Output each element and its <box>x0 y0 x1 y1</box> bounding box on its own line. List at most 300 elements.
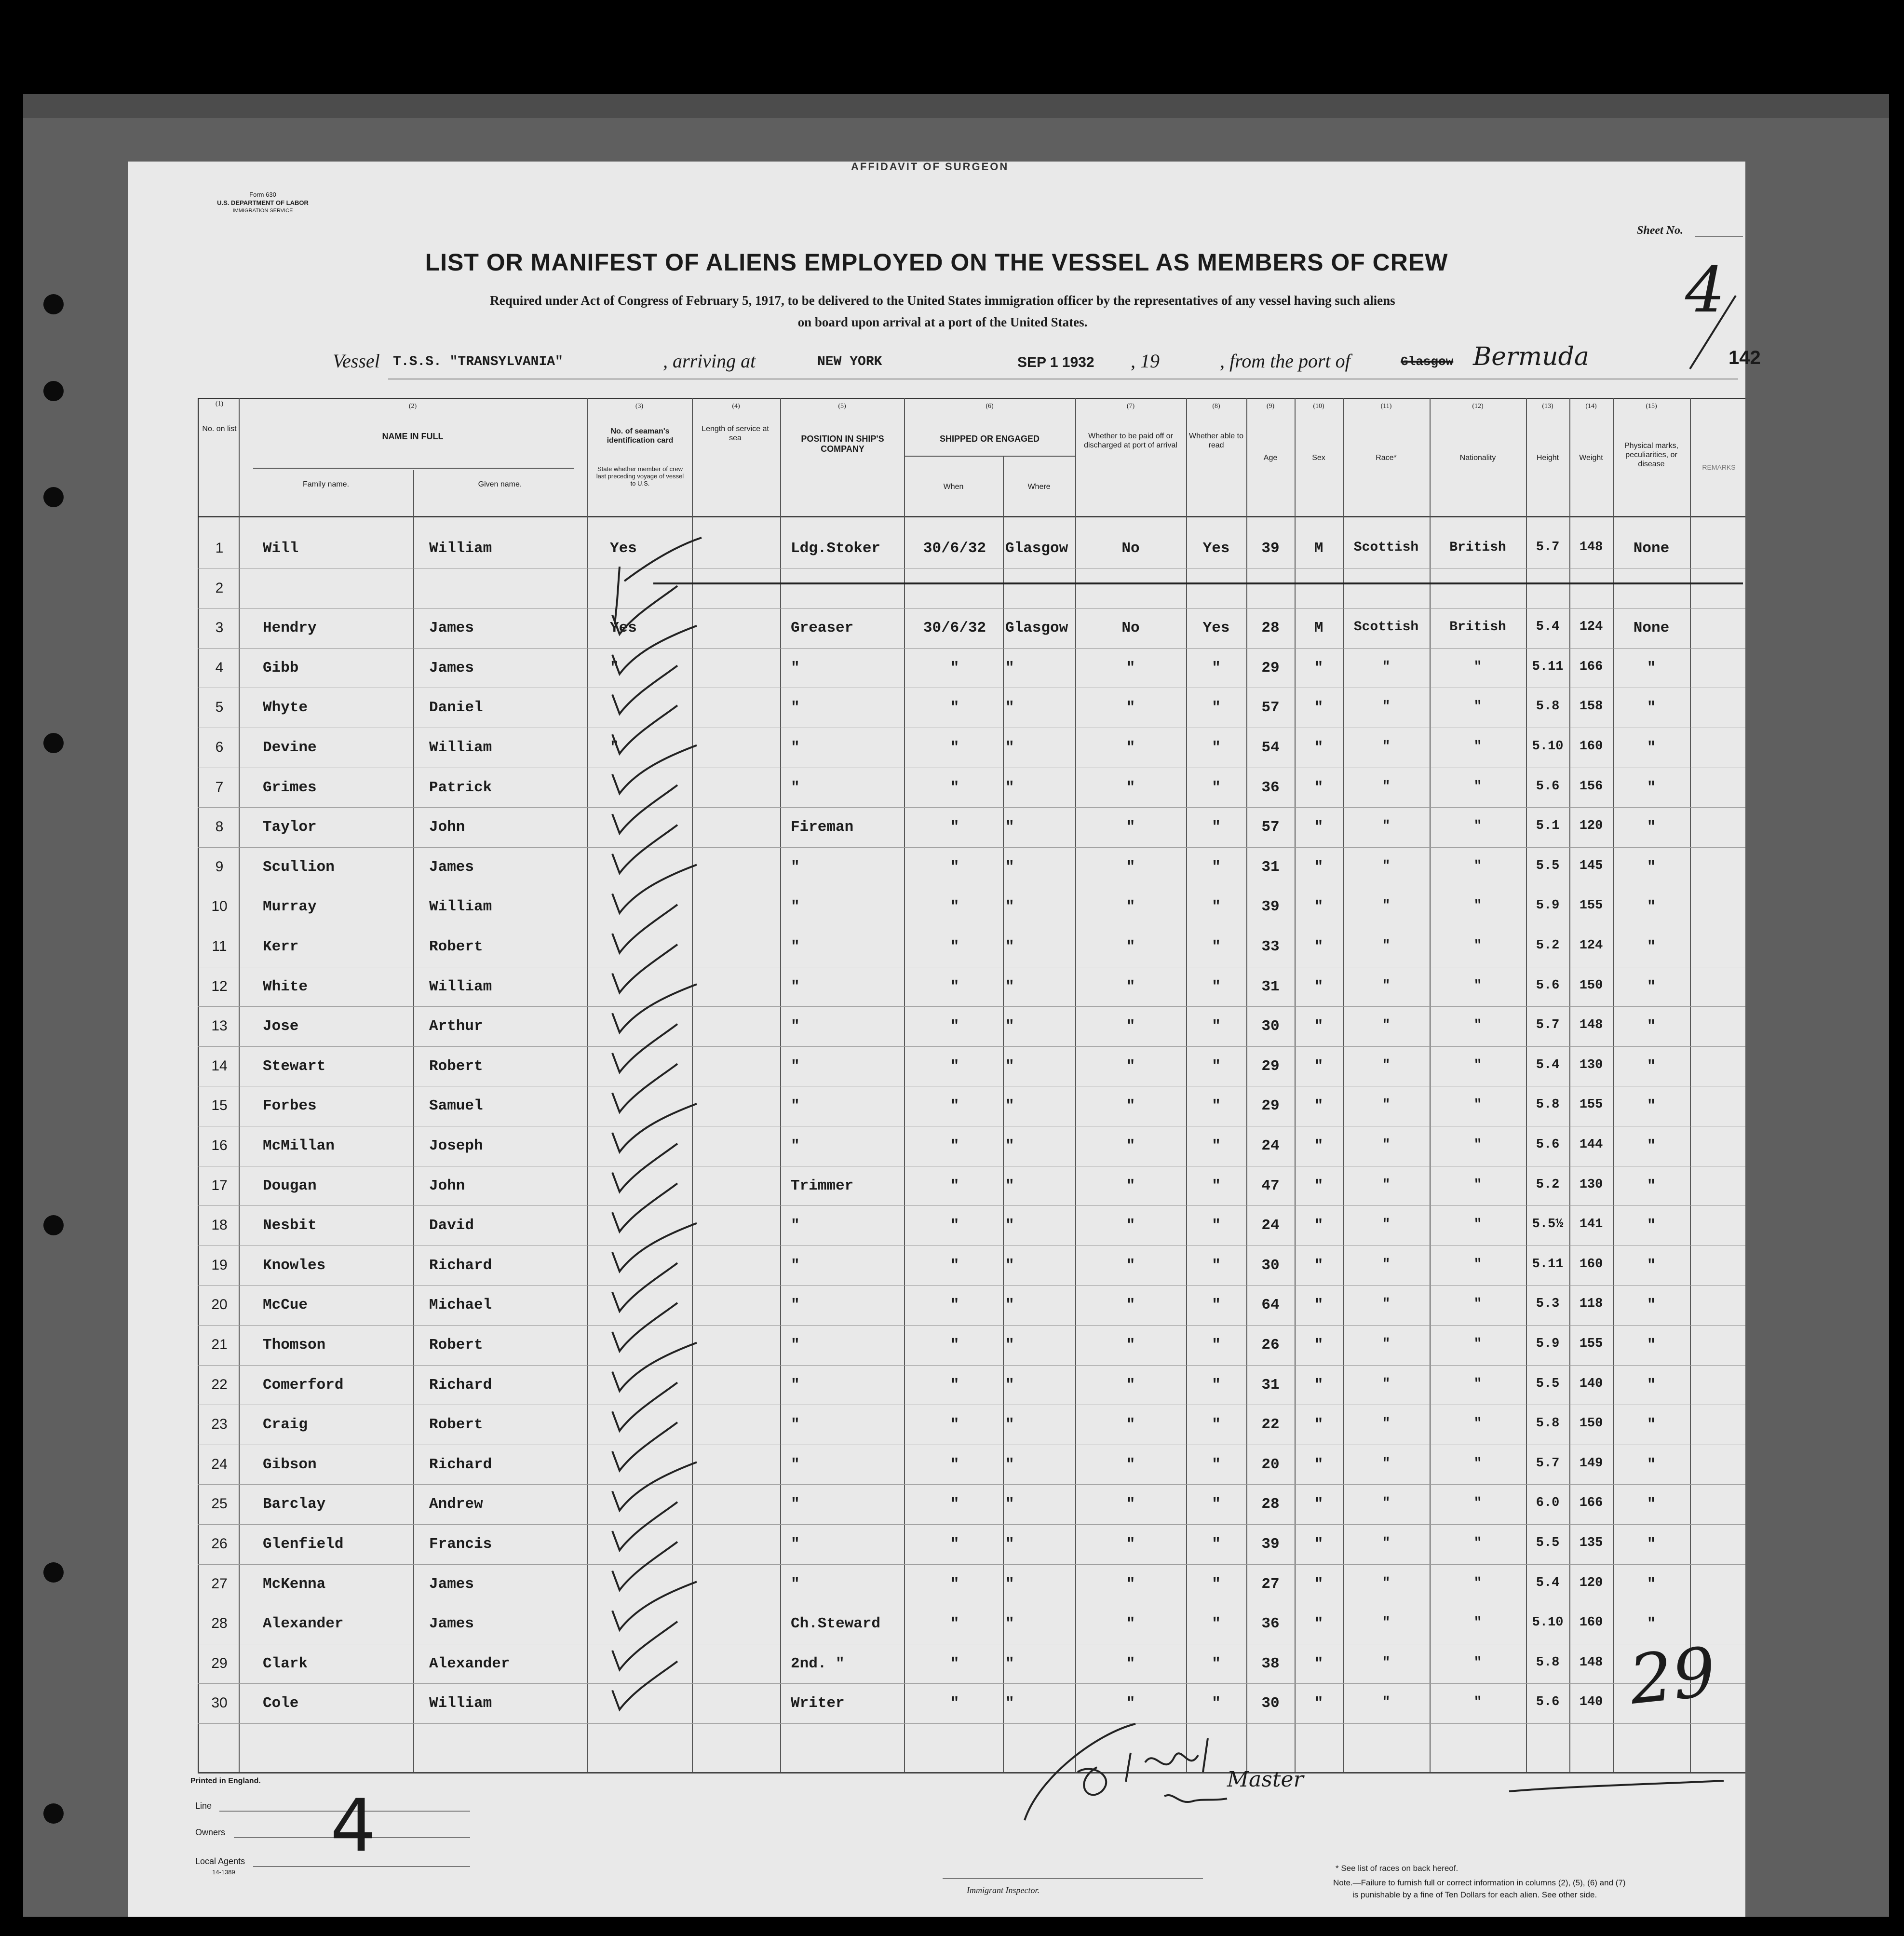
cell-position: " <box>791 978 800 995</box>
cell-sex: " <box>1314 978 1323 995</box>
cell-position: " <box>791 1416 800 1434</box>
cell-age: 20 <box>1261 1456 1280 1473</box>
cell-paid: " <box>1126 1177 1135 1194</box>
cell-race: " <box>1382 1217 1391 1232</box>
cell-nat: " <box>1473 1337 1482 1352</box>
cell-weight: 130 <box>1579 1177 1603 1192</box>
cell-given: Robert <box>429 938 483 955</box>
cell-paid: " <box>1126 1456 1135 1473</box>
cell-nat: " <box>1473 1496 1482 1511</box>
table-row <box>128 1646 1745 1685</box>
race-note: * See list of races on back hereof. <box>1336 1864 1458 1873</box>
cell-race: " <box>1382 779 1391 794</box>
cell-height: 5.9 <box>1536 1337 1560 1351</box>
cell-given: William <box>429 898 492 916</box>
cell-race: " <box>1382 739 1391 754</box>
checkmark <box>612 1303 677 1351</box>
cell-given: Alexander <box>429 1655 510 1672</box>
cell-where: " <box>1005 1297 1014 1314</box>
table-row <box>128 809 1745 849</box>
cell-age: 38 <box>1261 1655 1280 1672</box>
cell-sex: " <box>1314 1337 1323 1354</box>
checkmark <box>612 785 677 833</box>
cell-sex: " <box>1314 1615 1323 1633</box>
checkmark <box>612 825 677 873</box>
cell-position: " <box>791 938 800 955</box>
column-number: (8) <box>1212 403 1220 410</box>
table-row <box>128 1287 1745 1327</box>
agents-label: Local Agents <box>195 1856 245 1866</box>
cell-sex: " <box>1314 1536 1323 1553</box>
cell-where: " <box>1005 1575 1014 1593</box>
table-row <box>128 530 1745 570</box>
cell-position: " <box>791 898 800 916</box>
header-remarks: REMARKS <box>1702 463 1736 471</box>
cell-given: Andrew <box>429 1496 483 1513</box>
cell-position: " <box>791 1257 800 1274</box>
cell-marks: " <box>1647 1137 1656 1154</box>
cell-no: 3 <box>215 620 224 636</box>
cell-weight: 145 <box>1579 858 1603 873</box>
cell-paid: " <box>1126 1575 1135 1593</box>
cell-weight: 140 <box>1579 1376 1603 1391</box>
cell-race: " <box>1382 1536 1391 1551</box>
column-number: (9) <box>1266 403 1275 410</box>
cell-weight: 135 <box>1579 1536 1603 1550</box>
table-row <box>128 1486 1745 1526</box>
cell-age: 29 <box>1261 1097 1280 1115</box>
cell-position: " <box>791 1297 800 1314</box>
cell-nat: " <box>1473 1615 1482 1631</box>
cell-when: 30/6/32 <box>923 540 986 557</box>
cell-position: " <box>791 1057 800 1075</box>
header-able-read: Whether able to read <box>1189 432 1243 449</box>
cell-marks: " <box>1647 1217 1656 1234</box>
cell-sex: " <box>1314 699 1323 717</box>
cell-where: " <box>1005 978 1014 995</box>
cell-where: " <box>1005 1496 1014 1513</box>
cell-nat: " <box>1473 898 1482 914</box>
subtitle-line-1: Required under Act of Congress of February 5, 1917, to be delivered to the United States immigration officer by the representatives of any vessel having such aliens <box>490 293 1395 308</box>
cell-height: 5.8 <box>1536 1097 1560 1112</box>
cell-weight: 150 <box>1579 978 1603 993</box>
cell-weight: 120 <box>1579 819 1603 834</box>
cell-nat: " <box>1473 779 1482 794</box>
cell-weight: 130 <box>1579 1057 1603 1072</box>
cell-family: Knowles <box>263 1257 326 1274</box>
header-name-in-full: NAME IN FULL <box>382 432 444 441</box>
cell-weight: 124 <box>1579 620 1603 635</box>
cell-when: " <box>950 1416 959 1434</box>
column-number: (4) <box>732 403 740 410</box>
checkmark <box>612 586 677 634</box>
cell-race: " <box>1382 1137 1391 1152</box>
cell-family: Stewart <box>263 1057 326 1075</box>
cell-where: " <box>1005 1257 1014 1274</box>
table-row <box>128 1128 1745 1167</box>
cell-family: Gibb <box>263 659 299 677</box>
cell-read: " <box>1212 1018 1221 1035</box>
cell-sex: " <box>1314 938 1323 955</box>
cell-height: 5.10 <box>1532 739 1564 754</box>
cell-read: " <box>1212 1376 1221 1394</box>
cell-position: Greaser <box>791 620 854 637</box>
cell-nat: " <box>1473 858 1482 874</box>
cell-nat: " <box>1473 1297 1482 1312</box>
checkmark <box>612 1502 677 1550</box>
cell-height: 5.7 <box>1536 1456 1560 1471</box>
cell-marks: " <box>1647 858 1656 876</box>
cell-sex: " <box>1314 1655 1323 1672</box>
cell-marks: None <box>1633 540 1670 557</box>
cell-read: " <box>1212 1057 1221 1075</box>
checkmark <box>612 945 677 993</box>
cell-where: " <box>1005 858 1014 876</box>
cell-age: 29 <box>1261 659 1280 677</box>
cell-weight: 156 <box>1579 779 1603 794</box>
header-physical: Physical marks, peculiarities, or disease <box>1624 442 1679 468</box>
cell-race: " <box>1382 1097 1391 1113</box>
cell-card: " <box>610 739 619 756</box>
cell-race: " <box>1382 699 1391 715</box>
cell-where: " <box>1005 739 1014 756</box>
vessel-label: Vessel <box>333 350 380 372</box>
cell-no: 29 <box>211 1655 228 1671</box>
cell-height: 5.7 <box>1536 540 1560 555</box>
cell-height: 5.5½ <box>1532 1217 1564 1232</box>
cell-read: " <box>1212 858 1221 876</box>
cell-where: " <box>1005 1695 1014 1712</box>
cell-family: Gibson <box>263 1456 317 1473</box>
cell-where: " <box>1005 1376 1014 1394</box>
cell-family: Alexander <box>263 1615 344 1633</box>
cell-height: 5.6 <box>1536 1695 1560 1710</box>
header-shipped: SHIPPED OR ENGAGED <box>939 434 1040 444</box>
cell-nat: " <box>1473 978 1482 993</box>
penalty-note-line-2: is punishable by a fine of Ten Dollars for each alien. See other side. <box>1352 1890 1597 1899</box>
printed-in: Printed in England. <box>190 1777 261 1785</box>
cell-sex: " <box>1314 1257 1323 1274</box>
cell-where: " <box>1005 659 1014 677</box>
header-length-service: Length of service at sea <box>702 425 769 442</box>
row-rule <box>198 847 1745 848</box>
cell-no: 15 <box>211 1097 228 1114</box>
page-number: 142 <box>1728 347 1761 368</box>
cell-paid: " <box>1126 898 1135 916</box>
header-sex: Sex <box>1312 454 1325 462</box>
row-rule <box>198 807 1745 808</box>
cell-weight: 155 <box>1579 1097 1603 1112</box>
cell-given: William <box>429 739 492 756</box>
cell-position: " <box>791 739 800 756</box>
vessel-name: T.S.S. "TRANSYLVANIA" <box>393 354 563 369</box>
cell-height: 5.6 <box>1536 978 1560 993</box>
cell-no: 17 <box>211 1177 228 1193</box>
cell-race: " <box>1382 1337 1391 1352</box>
cell-family: White <box>263 978 308 995</box>
cell-where: " <box>1005 1097 1014 1115</box>
cell-weight: 160 <box>1579 1257 1603 1272</box>
cell-paid: " <box>1126 659 1135 677</box>
cell-height: 5.10 <box>1532 1615 1564 1630</box>
cell-where: " <box>1005 1057 1014 1075</box>
row-rule <box>198 1285 1745 1286</box>
cell-marks: " <box>1647 938 1656 955</box>
table-row <box>128 1367 1745 1407</box>
cell-when: " <box>950 858 959 876</box>
cell-height: 5.4 <box>1536 620 1560 635</box>
cell-height: 5.2 <box>1536 938 1560 953</box>
signature-title: Master <box>1227 1767 1304 1792</box>
cell-height: 5.8 <box>1536 699 1560 714</box>
cell-read: " <box>1212 1615 1221 1633</box>
table-row <box>128 1447 1745 1486</box>
cell-family: Murray <box>263 898 317 916</box>
row-rule <box>198 1325 1745 1326</box>
cell-paid: " <box>1126 1097 1135 1115</box>
cell-paid: " <box>1126 739 1135 756</box>
cell-given: Richard <box>429 1257 492 1274</box>
cell-no: 8 <box>215 819 224 835</box>
cell-position: Ldg.Stoker <box>791 540 881 557</box>
cell-family: Jose <box>263 1018 299 1035</box>
date-stamp: SEP 1 1932 <box>1017 354 1094 370</box>
cell-sex: " <box>1314 1297 1323 1314</box>
cell-sex: " <box>1314 659 1323 677</box>
cell-read: " <box>1212 1655 1221 1672</box>
cell-marks: " <box>1647 1297 1656 1314</box>
cell-nat: " <box>1473 1695 1482 1710</box>
cell-position: Ch.Steward <box>791 1615 881 1633</box>
header-bottom-border <box>198 516 1745 517</box>
checkmark <box>612 1462 697 1510</box>
cell-weight: 148 <box>1579 540 1603 555</box>
cell-where: " <box>1005 1177 1014 1194</box>
cell-when: " <box>950 1257 959 1274</box>
cell-no: 10 <box>211 898 228 915</box>
column-number: (5) <box>838 403 846 410</box>
cell-race: " <box>1382 938 1391 953</box>
agents-code: 14-1389 <box>212 1868 235 1876</box>
cell-marks: " <box>1647 1536 1656 1553</box>
table-row <box>128 929 1745 968</box>
table-row <box>128 889 1745 928</box>
table-row <box>128 1526 1745 1566</box>
department-name: U.S. DEPARTMENT OF LABOR <box>217 199 309 206</box>
cell-where: " <box>1005 699 1014 717</box>
cell-paid: " <box>1126 938 1135 955</box>
cell-family: Nesbit <box>263 1217 317 1234</box>
cell-given: John <box>429 819 465 836</box>
cell-no: 1 <box>215 540 224 556</box>
binder-hole <box>43 294 64 314</box>
cell-where: " <box>1005 819 1014 836</box>
cell-position: 2nd. " <box>791 1655 845 1672</box>
cell-paid: " <box>1126 699 1135 717</box>
checkmark <box>612 745 697 794</box>
cell-nat: " <box>1473 1257 1482 1272</box>
cell-age: 39 <box>1261 540 1280 557</box>
cell-read: " <box>1212 1456 1221 1473</box>
cell-age: 24 <box>1261 1217 1280 1234</box>
cell-where: " <box>1005 1655 1014 1672</box>
row-rule <box>198 1205 1745 1206</box>
cell-sex: " <box>1314 1496 1323 1513</box>
cell-given: James <box>429 620 474 637</box>
cell-when: " <box>950 779 959 796</box>
cell-where: " <box>1005 1536 1014 1553</box>
cell-race: " <box>1382 1057 1391 1073</box>
cell-where: " <box>1005 1337 1014 1354</box>
cell-race: " <box>1382 1575 1391 1591</box>
cell-when: " <box>950 659 959 677</box>
cell-nat: " <box>1473 739 1482 754</box>
cell-family: Clark <box>263 1655 308 1672</box>
cell-age: 36 <box>1261 1615 1280 1633</box>
cell-age: 57 <box>1261 699 1280 717</box>
checkmark <box>612 626 697 674</box>
cell-marks: " <box>1647 1097 1656 1115</box>
cell-where: " <box>1005 779 1014 796</box>
cell-nat: " <box>1473 1536 1482 1551</box>
cell-given: Arthur <box>429 1018 483 1035</box>
column-number: (11) <box>1380 403 1392 410</box>
cell-paid: " <box>1126 1615 1135 1633</box>
arriving-label: , arriving at <box>663 350 756 372</box>
cell-race: " <box>1382 1177 1391 1192</box>
cell-no: 6 <box>215 739 224 755</box>
cell-race: " <box>1382 858 1391 874</box>
checkmark <box>612 905 677 953</box>
cell-no: 7 <box>215 779 224 795</box>
cell-paid: " <box>1126 1655 1135 1672</box>
table-row <box>128 650 1745 690</box>
cell-when: " <box>950 1297 959 1314</box>
cell-given: William <box>429 540 492 557</box>
sheet-label: Sheet No. <box>1637 224 1683 237</box>
cell-family: Cole <box>263 1695 299 1712</box>
cell-position: " <box>791 1376 800 1394</box>
cell-sex: " <box>1314 1177 1323 1194</box>
inspector-label: Immigrant Inspector. <box>967 1885 1040 1895</box>
cell-when: " <box>950 898 959 916</box>
row-rule <box>198 1365 1745 1366</box>
table-row <box>128 610 1745 650</box>
cell-card: " <box>610 659 619 677</box>
cell-sex: M <box>1314 620 1323 637</box>
row-rule <box>198 1484 1745 1485</box>
cell-weight: 155 <box>1579 898 1603 913</box>
cell-where: " <box>1005 1018 1014 1035</box>
cell-when: " <box>950 1695 959 1712</box>
cell-paid: " <box>1126 1297 1135 1314</box>
column-number: (12) <box>1472 403 1484 410</box>
cell-read: " <box>1212 978 1221 995</box>
cell-height: 5.11 <box>1532 659 1564 674</box>
table-row <box>128 1088 1745 1127</box>
cell-family: Will <box>263 540 299 557</box>
cell-age: 30 <box>1261 1257 1280 1274</box>
row-rule <box>198 1723 1745 1724</box>
header-id-card: No. of seaman's identification card <box>607 427 674 445</box>
cell-marks: " <box>1647 1018 1656 1035</box>
row-rule <box>198 608 1745 609</box>
cell-nat: " <box>1473 819 1482 834</box>
cell-family: Grimes <box>263 779 317 796</box>
cell-when: " <box>950 1337 959 1354</box>
cell-sex: " <box>1314 1137 1323 1154</box>
cell-paid: " <box>1126 1496 1135 1513</box>
binder-hole <box>43 1215 64 1235</box>
cell-position: " <box>791 699 800 717</box>
cell-position: Writer <box>791 1695 845 1712</box>
cell-read: " <box>1212 1575 1221 1593</box>
row-rule <box>198 1524 1745 1525</box>
cell-given: Joseph <box>429 1137 483 1154</box>
cell-paid: No <box>1121 540 1140 557</box>
cell-read: " <box>1212 1257 1221 1274</box>
cell-nat: " <box>1473 1376 1482 1392</box>
column-number: (1) <box>215 400 224 407</box>
cell-given: John <box>429 1177 465 1194</box>
cell-height: 5.11 <box>1532 1257 1564 1272</box>
checkmark <box>612 984 697 1032</box>
checkmark-column <box>605 518 827 1772</box>
cell-given: James <box>429 1575 474 1593</box>
cell-no: 22 <box>211 1376 228 1393</box>
checkmark <box>612 1144 677 1192</box>
cell-family: Taylor <box>263 819 317 836</box>
backing-sheet-edge <box>23 94 1889 118</box>
cell-no: 14 <box>211 1057 228 1074</box>
column-number: (7) <box>1126 403 1135 410</box>
table-row <box>128 730 1745 769</box>
cell-age: 28 <box>1261 620 1280 637</box>
row-rule <box>198 1564 1745 1565</box>
cell-card: Yes <box>610 620 637 637</box>
cell-paid: " <box>1126 1695 1135 1712</box>
cell-nat: " <box>1473 699 1482 715</box>
cell-when: " <box>950 1137 959 1154</box>
cell-read: " <box>1212 739 1221 756</box>
checkmark <box>612 1024 677 1072</box>
cell-given: Robert <box>429 1057 483 1075</box>
column-number: (13) <box>1542 403 1553 410</box>
inspector-line <box>943 1878 1203 1879</box>
binder-hole <box>43 381 64 401</box>
cell-marks: " <box>1647 819 1656 836</box>
table-row <box>128 570 1745 610</box>
cell-given: Patrick <box>429 779 492 796</box>
cell-read: " <box>1212 659 1221 677</box>
cell-family: Devine <box>263 739 317 756</box>
column-number: (2) <box>408 403 417 410</box>
cell-read: " <box>1212 1177 1221 1194</box>
cell-weight: 124 <box>1579 938 1603 953</box>
handwritten-slash <box>1685 292 1738 374</box>
table-row <box>128 1168 1745 1207</box>
cell-family: Glenfield <box>263 1536 344 1553</box>
column-number: (6) <box>986 403 994 410</box>
table-row <box>128 849 1745 889</box>
cell-read: " <box>1212 1137 1221 1154</box>
cell-position: " <box>791 779 800 796</box>
handwritten-underline <box>1507 1772 1728 1801</box>
row-rule <box>198 648 1745 649</box>
cell-sex: " <box>1314 1018 1323 1035</box>
cell-age: 31 <box>1261 858 1280 876</box>
cell-weight: 120 <box>1579 1575 1603 1590</box>
